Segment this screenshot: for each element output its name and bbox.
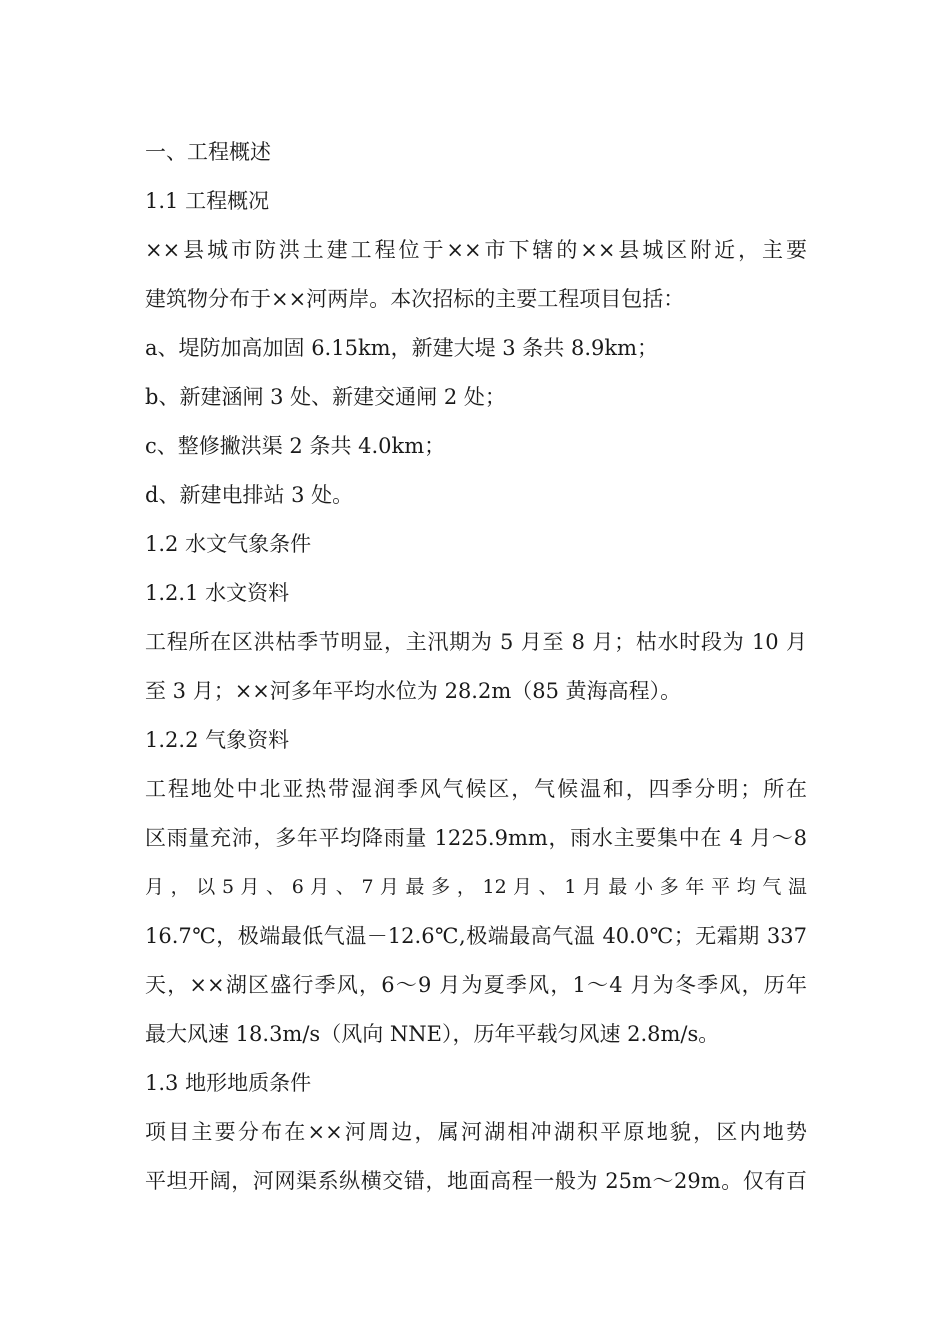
paragraph-line: 天，××湖区盛行季风，6～9 月为夏季风，1～4 月为冬季风，历年 — [145, 973, 807, 997]
document-body — [145, 128, 807, 1206]
section-heading: 一、工程概述 — [145, 140, 271, 164]
paragraph-line: 工程所在区洪枯季节明显，主汛期为 5 月至 8 月；枯水时段为 10 月 — [145, 630, 807, 654]
subsection-heading: 1.1 工程概况 — [145, 189, 270, 213]
paragraph-line: 月 ， 以 5 月 、 6 月 、 7 月 最 多 ， 12 月 、 1 月 最 小 多 年 平 均 气 温 — [145, 876, 807, 898]
paragraph-line: 16.7℃，极端最低气温－12.6℃,极端最高气温 40.0℃；无霜期 337 — [145, 924, 807, 948]
paragraph-line: 工程地处中北亚热带湿润季风气候区，气候温和，四季分明；所在 — [145, 777, 807, 801]
list-item: a、堤防加高加固 6.15km，新建大堤 3 条共 8.9km； — [145, 336, 659, 360]
subsubsection-heading: 1.2.2 气象资料 — [145, 728, 290, 752]
paragraph-line: 至 3 月；××河多年平均水位为 28.2m（85 黄海高程）。 — [145, 679, 682, 703]
paragraph-line: 建筑物分布于××河两岸。本次招标的主要工程项目包括： — [145, 287, 685, 311]
list-item: d、新建电排站 3 处。 — [145, 483, 354, 507]
list-item: b、新建涵闸 3 处、新建交通闸 2 处； — [145, 385, 506, 409]
paragraph-line: 项目主要分布在××河周边，属河湖相冲湖积平原地貌，区内地势 — [145, 1120, 807, 1144]
subsection-heading: 1.2 水文气象条件 — [145, 532, 312, 556]
subsection-heading: 1.3 地形地质条件 — [145, 1071, 312, 1095]
paragraph-line: ××县城市防洪土建工程位于××市下辖的××县城区附近，主要 — [145, 238, 807, 262]
paragraph-line: 平坦开阔，河网渠系纵横交错，地面高程一般为 25m～29m。仅有百 — [145, 1169, 807, 1193]
paragraph-line: 最大风速 18.3m/s（风向 NNE），历年平载匀风速 2.8m/s。 — [145, 1022, 720, 1046]
subsubsection-heading: 1.2.1 水文资料 — [145, 581, 290, 605]
paragraph-line: 区雨量充沛，多年平均降雨量 1225.9mm，雨水主要集中在 4 月～8 — [145, 826, 807, 850]
list-item: c、整修撇洪渠 2 条共 4.0km； — [145, 434, 446, 458]
